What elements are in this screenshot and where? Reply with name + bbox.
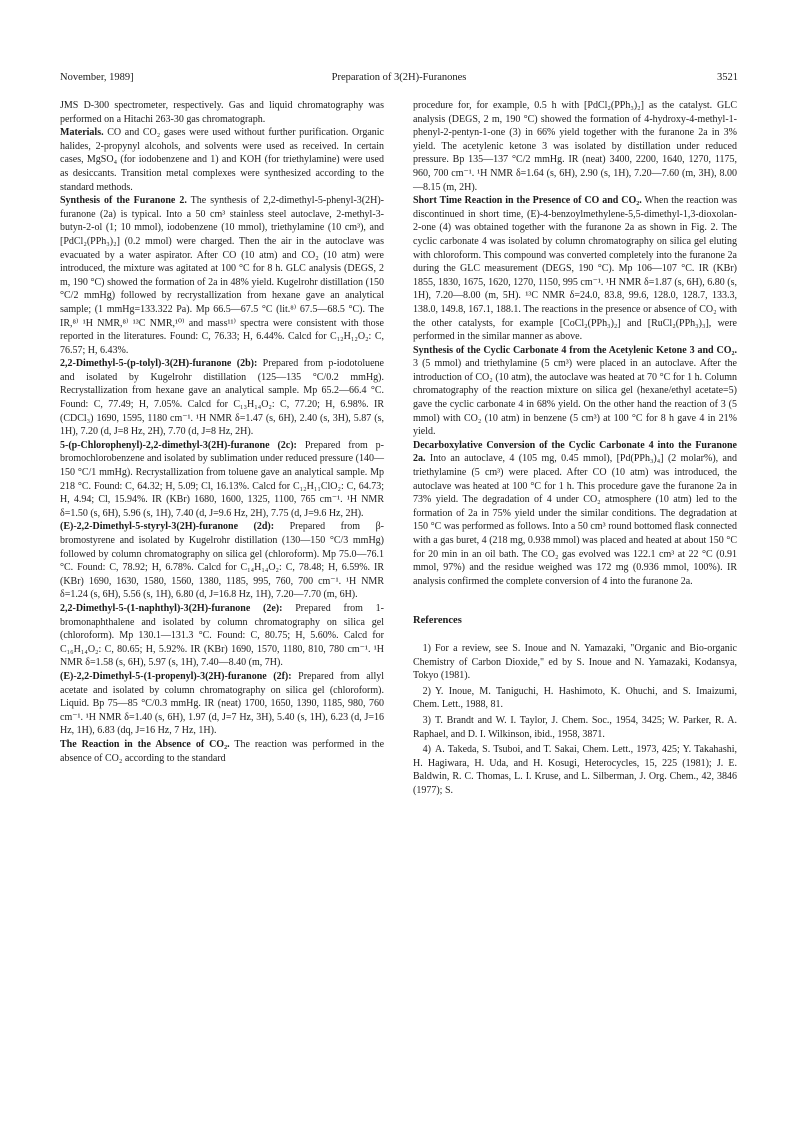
left_column-paragraph — [60, 194, 384, 357]
reference-item — [413, 743, 737, 797]
section-body: Prepared from β-bromostyrene and isolated by Kugelrohr distillation (130—150 °C/3 mmHg) followed by column chromatography on silica gel (chloroform). Mp 75.0—76.1 °C. Found: C, 78.92; H, 6.78%. Calcd for C₁₄H₁₄O₂: C, 78.48; H, 6.59%. IR (KBr) 1690, 1630, 1580, 1560, 1380, 1185, 995, 760, 700 cm⁻¹. ¹H NMR δ=1.24 (s, 6H), 5.56 (s, 1H), 6.80 (d, J=16.8 Hz, 1H), 7.20—7.70 (m, 6H). — [60, 521, 384, 601]
reference-text: Y. Inoue, M. Taniguchi, H. Hashimoto, K. Ohuchi, and S. Imaizumi, Chem. Lett., 1988, 81. — [413, 685, 737, 711]
section-heading: Short Time Reaction in the Presence of CO and CO₂. — [413, 195, 642, 207]
reference-item — [413, 642, 737, 683]
left_column-paragraph — [60, 357, 384, 439]
section-heading: 2,2-Dimethyl-5-(1-naphthyl)-3(2H)-furanone (2e): — [60, 602, 283, 614]
section-body: CO and CO₂ gases were used without further purification. Organic halides, 2-propynyl alcohols, and solvents were used as received. In certain cases, MgSO₄ (for iodobenzene and 1) and KOH (for triethylamine) were used as desiccants. Transition metal complexes were synthesized according to the standard methods. — [60, 127, 384, 193]
reference-text: For a review, see S. Inoue and N. Yamazaki, "Organic and Bio-organic Chemistry of Carbon Dioxide," ed by S. Inoue and N. Yamazaki, Kodansya, Tokyo (1981). — [413, 642, 737, 682]
section-heading: Materials. — [60, 127, 104, 139]
left_column-paragraph — [60, 99, 384, 126]
section-body: The reaction was performed in the absence of CO₂ according to the standard — [60, 738, 385, 764]
references-list — [413, 642, 737, 798]
section-heading: Synthesis of the Furanone 2. — [60, 195, 187, 207]
right_column-paragraph — [413, 344, 737, 439]
section-body: The synthesis of 2,2-dimethyl-5-phenyl-3(2H)-furanone (2a) is typical. Into a 50 cm³ stainless steel autoclave, 2-methyl-3-butyn-2-ol (1; 10 mmol), iodobenzene (10 mmol), triethylamine (10 cm³), and [PdCl₂(PPh₃)₂] (0.2 mmol) were charged. Then the air in the autoclave was evacuated by a water aspirator. After CO (10 atm) and CO₂ (10 atm) were introduced, the mixture was agitated at 100 °C for 8 h. GLC analysis (DEGS, 2 m, 190 °C) showed the formation of 2a in 48% yield. Kugelrohr distillation (150 °C/2 mmHg) followed by recrystallization from hexane gave an analytical sample; (1 mmHg=133.322 Pa). Mp 66.5—67.5 °C (lit.⁸⁾ 67.5—68.5 °C). The IR,⁸⁾ ¹H NMR,⁸⁾ ¹³C NMR,¹⁰⁾ and mass¹¹⁾ spectra were consistent with those reported in the literatures. Found: C, 76.33; H, 6.44%. Calcd for C₁₂H₁₂O₂: C, 76.57; H, 6.43%. — [60, 195, 384, 356]
paragraph-text: procedure for, for example, 0.5 h with [PdCl₂(PPh₃)₂] as the catalyst. GLC analysis (DEGS, 2 m, 190 °C) showed the formation of 4-hydroxy-4-methyl-1-phenyl-2-pentyn-1-one (3) in 66% yield together with the furanone 2a in 3% yield. The acetylenic ketone 3 was isolated by distillation under reduced pressure. Bp 135—137 °C/2 mmHg. IR (neat) 3400, 2200, 1640, 1270, 1175, 960, 700 cm⁻¹. ¹H NMR δ=1.64 (s, 6H), 2.90 (s, 1H), 7.20—7.60 (m, 3H), 8.00—8.15 (m, 2H). — [413, 100, 737, 193]
section-heading: Synthesis of the Cyclic Carbonate 4 from the Acetylenic Ketone 3 and CO₂. — [413, 344, 737, 356]
reference-number: 1) — [422, 642, 431, 654]
running-header — [60, 70, 738, 86]
right_column-paragraph — [413, 194, 737, 344]
page-number: 3521 — [717, 72, 738, 83]
right-column-body — [413, 99, 737, 588]
section-heading: (E)-2,2-Dimethyl-5-styryl-3(2H)-furanone (2d): — [60, 521, 275, 533]
reference-number: 2) — [422, 685, 431, 697]
references-heading: References — [413, 615, 462, 627]
left-column — [60, 99, 384, 765]
section-body: Into an autoclave, 4 (105 mg, 0.45 mmol), [Pd(PPh₃)₄] (2 molar%), and triethylamine (5 cm³) were placed. After CO (10 atm) was introduced, the autoclave was heated at 100 °C for 1 h. This procedure gave the furanone 2a in 73% yield. The degradation of 4 under CO₂ atmosphere (10 atm) led to the formation of 2a in 75% yield under the similar conditions. The degradation at 150 °C was performed as follows. Into a 50 cm³ round bottomed flask connected with a gas buret, 4 (218 mg, 0.938 mmol) was placed and heated at about 150 °C for 20 min in an oil bath. The CO₂ gas evolved was 122.1 cm³ at 22 °C (0.91 mmol, 97%) and the residue weighed was 172 mg (0.936 mmol, 100%). IR analysis confirmed the complete conversion of 4 into the furanone 2a. — [413, 453, 737, 587]
section-body: When the reaction was discontinued in short time, (E)-4-benzoylmethylene-5,5-dimethyl-1,3-dioxolan-2-one (4) was obtained together with the furanone 2a as shown in Fig. 2. The cyclic carbonate 4 was isolated by column chromatography on silica gel eluting with chloroform. This compound was converted completely into the furanone 2a during the GLC measurement (DEGS, 190 °C). Mp 106—107 °C. IR (KBr) 1855, 1830, 1675, 1620, 1270, 1150, 995 cm⁻¹. ¹H NMR δ=1.87 (s, 6H), 6.80 (s, 1H), 7.20—8.00 (m, 5H). ¹³C NMR δ=24.0, 83.8, 99.6, 128.0, 128.7, 133.3, 138.0, 149.8, 167.1, 188.1. The reactions in the presence or absence of CO₂ with the other catalysts, for example [CoCl₂(PPh₃)₂] and [RuCl₂(PPh₃)₃], were performed in the similar manner as above. — [413, 195, 737, 343]
reference-number: 4) — [422, 744, 431, 756]
section-body: 3 (5 mmol) and triethylamine (5 cm³) were placed in an autoclave. After the introduction of CO₂ (10 atm), the autoclave was heated at 70 °C for 1 h. Column chromatography of the reaction mixture on silica gel (hexane/ethyl acetate=5) gave the cyclic carbonate 4 in 68% yield. On the other hand the reaction of 3 (5 mmol) with CO₂ (10 atm) in benzene (5 cm³) at 100 °C for 8 h gave 4 in 21% yield. — [413, 358, 737, 438]
header-title: Preparation of 3(2H)-Furanones — [331, 72, 467, 83]
section-body: Prepared from 1-bromonaphthalene and isolated by column chromatography on silica gel (chloroform). Mp 130.1—131.3 °C. Found: C, 80.75; H, 5.60%. Calcd for C₁₆H₁₄O₂: C, 80.65; H, 5.92%. IR (KBr) 1690, 1570, 1180, 810, 780 cm⁻¹. ¹H NMR δ=1.58 (s, 6H), 5.97 (s, 1H), 7.40—8.40 (m, 7H). — [60, 602, 384, 669]
paragraph-text: JMS D-300 spectrometer, respectively. Gas and liquid chromatography was performed on a Hitachi 263-30 gas chromatograph. — [60, 100, 384, 125]
left_column-paragraph — [60, 520, 384, 602]
reference-text: T. Brandt and W. I. Taylor, J. Chem. Soc., 1954, 3425; W. Parker, R. A. Raphael, and D. I. Wilkinson, ibid., 1958, 3871. — [413, 714, 737, 740]
right_column-paragraph — [413, 99, 737, 194]
left_column-paragraph — [60, 126, 384, 194]
section-body: Prepared from allyl acetate and isolated by column chromatography on silica gel (chloroform). Liquid. Bp 75—85 °C/0.3 mmHg. IR (neat) 1700, 1650, 1390, 1185, 980, 760 cm⁻¹. ¹H NMR δ=1.40 (s, 6H), 1.97 (d, J=7 Hz, 3H), 5.40 (s, 1H), 6.23 (d, J=16 Hz, 1H), 6.83 (dq, J=16 Hz, 7 Hz, 1H). — [60, 670, 384, 737]
section-body: Prepared from p-iodotoluene and isolated by Kugelrohr distillation (125—135 °C/0.2 mmHg). Recrystallization from hexane gave an analytical sample. Mp 65.2—66.4 °C. Found: C, 77.49; H, 7.05%. Calcd for C₁₃H₁₄O₂: C, 77.20; H, 6.98%. IR (CDCl₃) 1690, 1595, 1180 cm⁻¹. ¹H NMR δ=1.47 (s, 6H), 2.40 (s, 3H), 5.87 (s, 1H), 7.20 (d, J=8 Hz, 2H), 7.70 (d, J=8 Hz, 2H). — [60, 358, 384, 438]
reference-number: 3) — [422, 714, 431, 726]
left_column-paragraph — [60, 439, 384, 521]
section-heading: The Reaction in the Absence of CO₂. — [60, 738, 230, 750]
section-heading: (E)-2,2-Dimethyl-5-(1-propenyl)-3(2H)-furanone (2f): — [60, 670, 292, 682]
header-date: November, 1989] — [60, 72, 134, 83]
section-heading: Decarboxylative Conversion of the Cyclic Carbonate 4 into the Furanone 2a. — [413, 439, 737, 465]
section-heading: 2,2-Dimethyl-5-(p-tolyl)-3(2H)-furanone (2b): — [60, 358, 258, 370]
section-body: Prepared from p-bromochlorobenzene and isolated by sublimation under reduced pressure (140—150 °C/1 mmHg). Recrystallization from toluene gave an analytical sample. Mp 218 °C. Found: C, 64.32; H, 5.09; Cl, 16.13%. Calcd for C₁₂H₁₁ClO₂: C, 64.73; H, 4.94; Cl, 15.94%. IR (KBr) 1680, 1600, 1325, 1100, 765 cm⁻¹. ¹H NMR δ=1.50 (s, 6H), 5.96 (s, 1H), 7.40 (d, J=9.6 Hz, 2H), 7.75 (d, J=9.6 Hz, 2H). — [60, 439, 384, 519]
reference-text: A. Takeda, S. Tsuboi, and T. Sakai, Chem. Lett., 1973, 425; Y. Takahashi, H. Hagiwara, H. Uda, and H. Kosugi, Heterocycles, 15, 225 (1981); J. E. Baldwin, R. C. Thomas, L. I. Kruse, and L. Silberman, J. Org. Chem., 42, 3846 (1977); S. — [413, 744, 737, 796]
reference-item — [413, 714, 737, 741]
left_column-paragraph — [60, 602, 384, 670]
right-column — [413, 99, 737, 800]
left_column-paragraph — [60, 670, 384, 738]
section-heading: 5-(p-Chlorophenyl)-2,2-dimethyl-3(2H)-furanone (2c): — [60, 439, 297, 451]
reference-item — [413, 685, 737, 712]
right_column-paragraph — [413, 439, 737, 589]
left_column-paragraph — [60, 738, 384, 765]
